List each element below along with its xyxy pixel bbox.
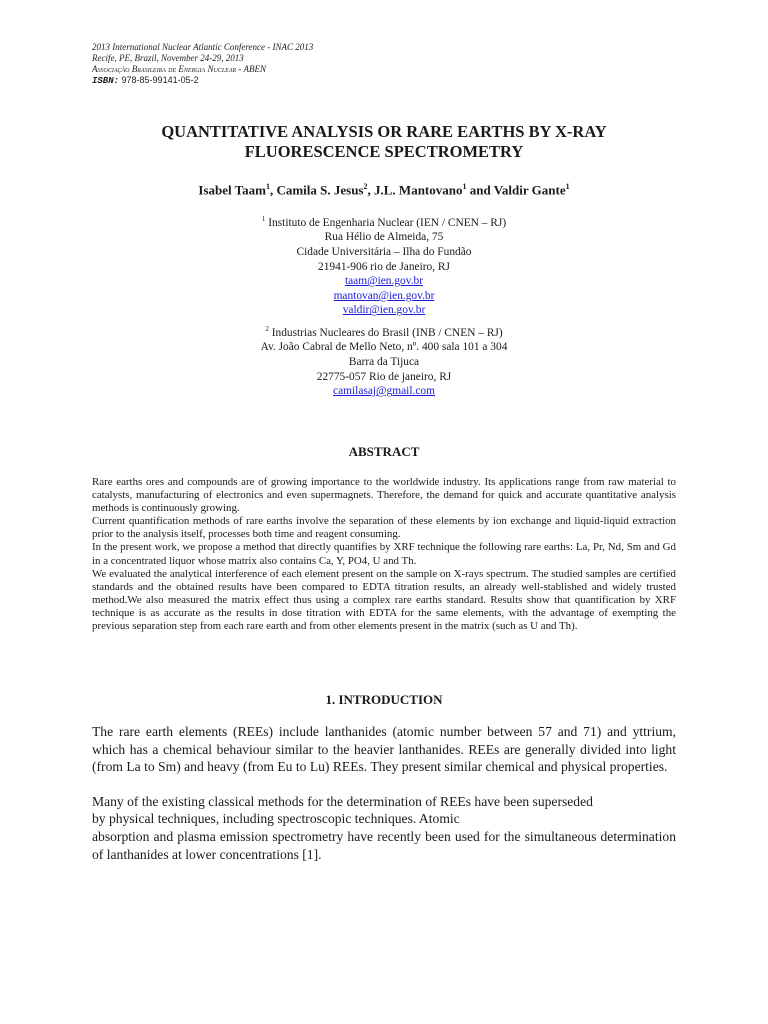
- intro-line: by physical techniques, including spectroscopic techniques. Atomic: [92, 811, 460, 827]
- conference-header: [92, 42, 313, 87]
- intro-paragraph: [92, 793, 676, 863]
- intro-line: absorption and plasma emission spectrometry have recently been used for the simultaneous determination of lanthanides at lower concentrations [1].: [92, 828, 676, 862]
- intro-paragraph: The rare earth elements (REEs) include lanthanides (atomic number between 57 and 71) and yttrium, which has a chemical behaviour similar to the heavier lanthanides. REEs are generally divided into light (from La to Sm) and heavy (from Eu to Lu) REEs. They present similar chemical and physical properties.: [92, 724, 676, 775]
- conference-name: 2013 International Nuclear Atlantic Conference - INAC 2013: [92, 42, 314, 52]
- author-affil-mark: 1: [462, 182, 467, 191]
- introduction-body: [92, 723, 676, 880]
- author-name: Isabel Taam: [198, 182, 266, 198]
- email-link[interactable]: mantovan@ien.gov.br: [333, 289, 435, 302]
- affiliation-institute: [92, 212, 676, 230]
- author-name: Camila S. Jesus: [276, 182, 364, 198]
- affiliation-street: Av. João Cabral de Mello Neto, nº. 400 sala 101 a 304: [260, 341, 508, 354]
- author-name: Valdir Gante: [493, 182, 566, 198]
- abstract-paragraph: We evaluated the analytical interference of each element present on the sample on X-rays spectrum. The studied samples are certified standards and the obtained results have been compared to EDTA titration results, an already well-stablished and widely trusted method.We also measured the matrix effect thus using a complex rare earths standard. Results show that quantification by XRF technique is as accurate as the results in dose titration with EDTA for the same elements, with the advantage of exempting the previous separation step from each rare earth and from other elements present in the matrix (such as U and Th).: [92, 567, 676, 633]
- affil-number: 1: [261, 215, 266, 223]
- author-separator: and: [466, 182, 494, 198]
- isbn-label: ISBN:: [92, 76, 120, 86]
- title-line-1: QUANTITATIVE ANALYSIS OR RARE EARTHS BY X-RAY: [161, 122, 607, 141]
- email-link[interactable]: valdir@ien.gov.br: [342, 304, 426, 317]
- institute-name: Instituto de Engenharia Nuclear (IEN / CNEN – RJ): [268, 216, 507, 229]
- isbn-value: 978-85-99141-05-2: [121, 75, 199, 85]
- affiliation-city: 22775-057 Rio de janeiro, RJ: [316, 370, 452, 383]
- author-affil-mark: 1: [565, 182, 570, 191]
- intro-line: Many of the existing classical methods for the determination of REEs have been superseded: [92, 793, 593, 809]
- isbn-line: [92, 75, 313, 87]
- email-link[interactable]: camilasaj@gmail.com: [333, 385, 435, 398]
- author-affil-mark: 1: [265, 182, 270, 191]
- author-separator: ,: [367, 182, 374, 198]
- conference-organizer: Associação Brasileira de Energia Nuclear - ABEN: [92, 64, 266, 74]
- affiliation-2: [92, 322, 676, 399]
- title-line-2: FLUORESCENCE SPECTROMETRY: [244, 142, 524, 161]
- author-separator: ,: [269, 182, 277, 198]
- affiliation-campus: Cidade Universitária – Ilha do Fundão: [296, 245, 472, 258]
- paper-title: [92, 122, 676, 162]
- conference-location: Recife, PE, Brazil, November 24-29, 2013: [92, 53, 244, 63]
- author-list: [92, 179, 676, 198]
- affiliation-city: 21941-906 rio de Janeiro, RJ: [318, 260, 450, 273]
- affil-number: 2: [265, 325, 269, 333]
- affiliation-street: Rua Hélio de Almeida, 75: [324, 231, 444, 244]
- email-link[interactable]: taam@ien.gov.br: [344, 275, 424, 288]
- affiliation-district: Barra da Tijuca: [348, 355, 420, 368]
- author-affil-mark: 2: [363, 182, 368, 191]
- affiliation-institute: [92, 322, 676, 340]
- institute-name: Industrias Nucleares do Brasil (INB / CNEN – RJ): [271, 326, 503, 339]
- affiliation-1: [92, 212, 676, 318]
- author-name: J.L. Mantovano: [374, 182, 463, 198]
- abstract-heading: ABSTRACT: [348, 444, 420, 459]
- abstract-paragraph: In the present work, we propose a method that directly quantifies by XRF technique the following rare earths: La, Pr, Nd, Sm and Gd in a concentrated liquor whose matrix also contains Ca, Y, PO4, U and Th.: [92, 541, 676, 567]
- abstract-paragraph: Rare earths ores and compounds are of growing importance to the worldwide industry. Its applications range from raw material to catalysts, manufacturing of electronics and even supermagnets. Therefore, the demand for quick and accurate quantitative analysis methods is continuously growing.: [92, 476, 676, 515]
- abstract-paragraph: Current quantification methods of rare earths involve the separation of these elements by ion exchange and liquid-liquid extraction prior to the analysis itself, processes both time and reagent consuming.: [92, 515, 676, 541]
- abstract-body: [92, 476, 676, 633]
- section-heading-introduction: 1. INTRODUCTION: [325, 692, 443, 707]
